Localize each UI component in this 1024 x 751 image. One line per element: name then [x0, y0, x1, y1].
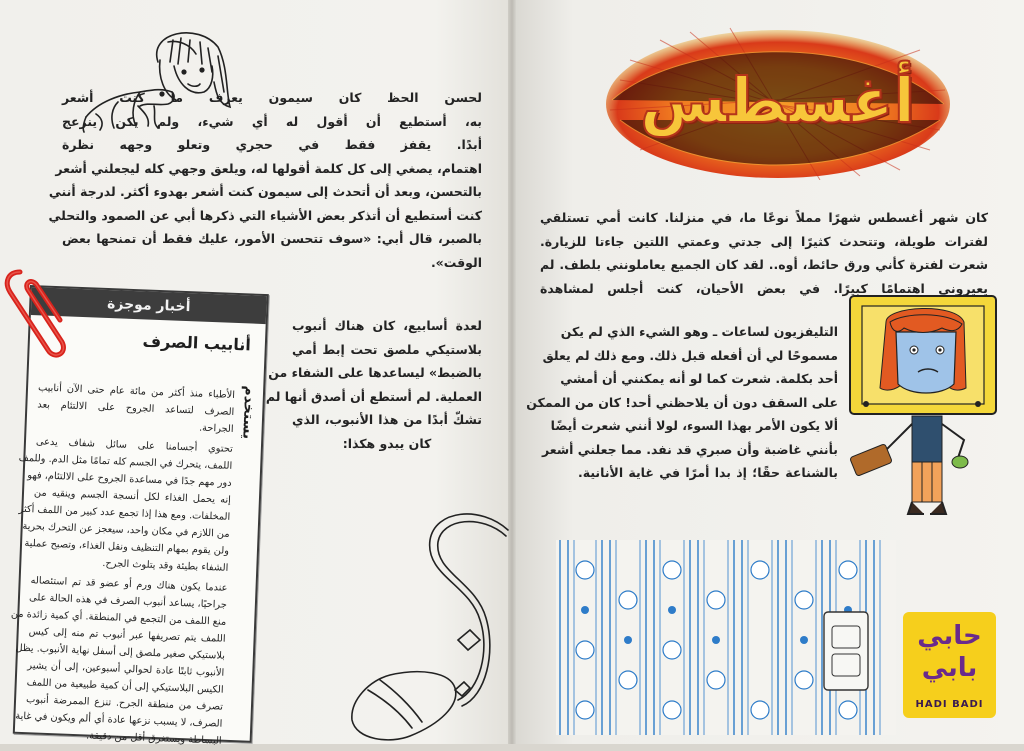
text-line: مسموحًا لي أن أفعله قبل ذلك. ومع ذلك لم يعلق — [542, 347, 838, 363]
text-line: كان شهر أغسطس شهرًا مملاً نوعًا ما، في منزلنا. كانت أمي تستلقي — [540, 210, 988, 225]
text-line: الصرف لتساعد الجروح على الالتئام بعد — [37, 399, 235, 418]
publisher-logo — [903, 612, 996, 718]
text-line: به، أستطيع أن أقول له أي شيء، ولم يكن ينزعج — [62, 113, 482, 129]
text-line: لعدة أسابيع، كان هناك أنبوب — [292, 318, 482, 333]
text-line: الجراحة. — [198, 422, 234, 435]
text-line: على السقف دون أن يلاحظني أحد! كان من الممكن — [526, 394, 838, 410]
text-line: بالشناعة حقًا؛ إذ بدا أمرًا في غاية الأنانية. — [578, 465, 838, 480]
news-box-header: أخبار موجزة — [31, 287, 267, 324]
text-line: العملية. لم أستطع أن أصدق أنها لم — [265, 388, 482, 404]
chapter-title: أغسطس — [640, 64, 915, 137]
left-paragraph-1 — [48, 86, 482, 274]
text-line: المخلفات. ومع هذا إذا تجمع عدد كبير من اللمف أكثر — [18, 503, 231, 523]
text-line: اللمف، يتحرك في الجسم كله تمامًا مثل الدم. وللمف — [18, 452, 233, 472]
right-paragraph-1 — [540, 206, 988, 300]
text-line: من اللازم في مكان واحد، سيعجز عن التحرك بحرية — [22, 520, 230, 540]
text-line: ألا يكون الأمر بهذا السوء، لولا أنني شعرت أيضًا — [550, 418, 838, 433]
right-paragraph-2 — [526, 320, 838, 485]
text-line: بلاستيكي ملصق تحت إبط أمي — [292, 341, 482, 357]
tv-head-character-illustration — [846, 292, 1006, 522]
text-line: الشفاء بطيئة وقد يتلوث الجرح. — [102, 557, 229, 574]
paperclip-icon — [0, 268, 70, 358]
text-line: الأطباء منذ أكثر من مائة عام حتى الآن أنابيب — [37, 382, 236, 401]
text-line: تحتوي أجسامنا على سائل شفاف يدعى — [35, 436, 234, 455]
text-line: الصرف، لا يسبب نزعها عادة أي ألم ويكون في غاية — [15, 710, 223, 730]
text-line: أحد بكلمة. شعرت كما لو أنه يمكنني أن أمشي — [560, 371, 838, 386]
text-line: التليفزيون لساعات ـ وهو الشيء الذي لم يكن — [560, 324, 838, 339]
text-line: اهتمام، يصغي إلى كل كلمة أقولها له، ويلعق وجهي كله ليجعلني أشعر — [55, 160, 482, 176]
text-line: الوقت». — [430, 254, 482, 270]
news-paragraph — [36, 379, 235, 438]
logo-subtitle: HADI BADI — [915, 699, 984, 710]
drain-tube-illustration — [330, 500, 510, 744]
text-line: الكيس البلاستيكي إلى أن كمية طبيعية من اللمف — [26, 677, 224, 696]
text-line: لحسن الحظ كان سيمون يعرف ما كنت أشعر — [62, 90, 482, 105]
text-line: بالتحسن، وبعد أن أتحدث إلى سيمون كنت أشعر بهدوء أكثر. لدرجة أنني — [48, 184, 482, 199]
text-line: كان يبدو هكذا: — [342, 435, 432, 451]
news-paragraph — [10, 572, 228, 749]
text-line: تصرف من منطقة الجرح. تنزع الممرضة أنبوب — [25, 694, 224, 713]
text-line: بأنني غاضبة وأن صبري قد نفد. مما جعلني أشعر — [542, 441, 838, 457]
text-line: اللمف يتم تصريفها عبر أنبوب تم منه إلى كيس — [28, 626, 226, 645]
news-box-title: أنابيب الصرف — [142, 331, 252, 355]
text-line: جراحيًا، يساعد أنبوب الصرف في هذه الحالة على — [28, 592, 228, 611]
text-line: لفترات طويلة، وتتحدث كثيرًا إلى جدتي وعمتي اللتين جاءتا للزيارة. — [540, 233, 988, 249]
text-line: بلاستيكي صغير ملصق إلى أسفل نهاية الأنبوب. يظل — [15, 642, 226, 662]
news-paragraph — [18, 433, 234, 576]
chapter-title-block — [600, 20, 955, 180]
text-line: تشكّ أبدًا من هذا الأنبوب، الذي — [292, 412, 482, 427]
text-line: أبدًا. يقفز فقط في حجري وتعلو وجهه نظرة — [62, 137, 482, 152]
logo-wordmark — [903, 620, 996, 684]
text-line: كنت أستطيع أن أتذكر بعض الأشياء التي ذكرها أبي عن الصمود والتحلي — [48, 207, 482, 223]
text-line: البساطة ويستغرق أقل من دقيقة. — [85, 730, 222, 747]
logo-line-1: حابي — [917, 621, 982, 651]
text-line: دور مهم جدًا في مساعدة الجروح على الالتئام، فهو — [27, 470, 232, 489]
text-line: شعرت لفترة كأني ورق حائط، أوه.. لقد كان الجميع يعاملونني بلطف. لم — [540, 257, 988, 272]
news-box-side-label: يستخدم — [239, 385, 258, 440]
text-line: إنه يحمل الغذاء لكل أنسجة الجسم وينقيه من — [33, 487, 232, 506]
logo-line-2: بابي — [921, 653, 978, 683]
text-line: بالصبر، قال أبي: «سوف تتحسن الأمور، عليك فقط أن تمنحها بعض — [62, 231, 482, 246]
text-line: الأنبوب ثابتًا عادة لحوالي أسبوعين، إلى أن يشير — [27, 660, 225, 679]
text-line: بالضبط» ليساعدها على الشفاء من — [268, 365, 482, 380]
text-line: منع اللمف من التجمع في المنطقة. أي كمية زائدة من — [10, 608, 227, 628]
text-line: ولن يقوم بمهام التنظيف ونقل الغذاء، وتصبح عملية — [24, 537, 230, 557]
left-paragraph-2 — [265, 314, 482, 455]
wallpaper-pattern-illustration — [556, 540, 896, 735]
text-line: يعيروني اهتمامًا كبيرًا. في بعض الأحيان، كنت أجلس لمشاهدة — [540, 280, 988, 296]
news-box-body — [10, 379, 236, 747]
text-line: عندما يكون هناك ورم أو عضو قد تم استئصاله — [30, 575, 228, 594]
